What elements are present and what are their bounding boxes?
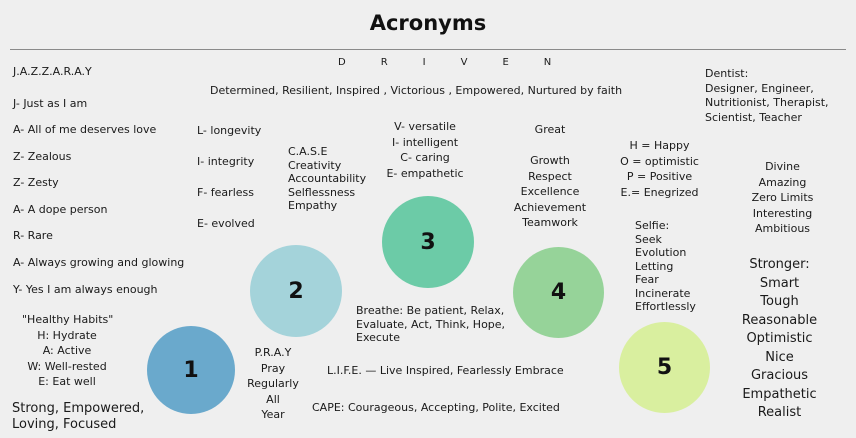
hope-item: O = optimistic <box>620 154 699 168</box>
step-circle-4 <box>513 247 604 338</box>
life-item: L- longevity <box>197 124 262 137</box>
jazzaray-list <box>13 64 184 303</box>
jazzaray-heading: J.A.Z.Z.A.R.A.Y <box>13 65 92 78</box>
selfie-item: Seek <box>635 232 662 246</box>
vice-item: V- versatile <box>394 120 456 133</box>
habits-item: H: Hydrate <box>37 328 97 342</box>
selfie-item: Effortlessly <box>635 300 696 313</box>
life-item: I- integrity <box>197 155 255 168</box>
step-circle-2 <box>250 245 342 337</box>
life-item: F- fearless <box>197 186 254 199</box>
driven-letter: E <box>502 57 510 68</box>
driven-letter: R <box>380 57 389 68</box>
breathe-item: Evaluate, Act, Think, Hope, <box>356 317 506 331</box>
jazzaray-item: A- A dope person <box>13 202 108 216</box>
driven-letter: D <box>338 57 347 68</box>
stronger-item: Nice <box>765 349 794 365</box>
stronger-item: Tough <box>760 294 799 309</box>
vice-item: I- intelligent <box>391 135 459 149</box>
great-item: Achievement <box>513 200 587 214</box>
case-item: Selflessness <box>288 185 356 199</box>
divine-item: Zero Limits <box>751 191 814 204</box>
jazzaray-item: Z- Zealous <box>13 149 72 163</box>
pray-item: Year <box>261 408 285 421</box>
driven-letter: I <box>422 57 427 68</box>
case-item: C.A.S.E <box>288 145 328 158</box>
dentist-item: Dentist: <box>705 67 749 80</box>
step-number: 4 <box>550 280 567 305</box>
jazzaray-item: Z- Zesty <box>13 176 59 190</box>
cape-line: CAPE: Courageous, Accepting, Polite, Excited <box>312 401 560 414</box>
vice-list <box>375 119 475 181</box>
step-circle-5 <box>619 322 710 413</box>
pray-item: P.R.A.Y <box>254 346 292 359</box>
dentist-item: Scientist, Teacher <box>705 110 802 124</box>
selfie-item: Incinerate <box>635 286 691 300</box>
driven-meaning: Determined, Resilient, Inspired , Victorious , Empowered, Nurtured by faith <box>210 84 623 97</box>
stronger-item: Smart <box>759 275 800 291</box>
breathe-item: Breathe: Be patient, Relax, <box>356 304 505 317</box>
habits-heading: "Healthy Habits" <box>22 313 114 326</box>
pray-item: Pray <box>260 361 286 375</box>
dentist-item: Designer, Engineer, <box>705 81 814 95</box>
jazzaray-item: R- Rare <box>13 229 53 243</box>
hope-item: E.= Enegrized <box>620 185 699 199</box>
life-line: L.I.F.E. — Live Inspired, Fearlessly Embrace <box>327 364 564 377</box>
divine-item: Interesting <box>752 206 813 220</box>
divine-list <box>735 159 830 237</box>
jazzaray-item: A- All of me deserves love <box>13 123 157 137</box>
stronger-item: Realist <box>757 405 802 420</box>
step-circle-1 <box>147 326 235 414</box>
step-circle-3 <box>382 196 474 288</box>
life-list <box>197 115 261 239</box>
step-number: 2 <box>288 278 304 304</box>
stronger-list <box>722 256 837 423</box>
life-item: E- evolved <box>197 217 255 230</box>
driven-letter: V <box>460 57 469 68</box>
strong-line <box>12 401 144 433</box>
selfie-item: Evolution <box>635 246 687 259</box>
hope-list <box>612 138 707 200</box>
dentist-list <box>705 67 829 125</box>
selfie-item: Letting <box>635 259 674 273</box>
divine-item: Ambitious <box>754 222 811 235</box>
great-list <box>500 122 600 231</box>
habits-item: E: Eat well <box>38 375 96 388</box>
great-item: Respect <box>528 169 572 183</box>
stronger-item: Optimistic <box>746 331 813 346</box>
title-divider <box>10 49 846 50</box>
divine-item: Divine <box>765 160 800 173</box>
page-title: Acronyms <box>369 11 487 35</box>
habits-item: A: Active <box>42 344 92 357</box>
jazzaray-item: Y- Yes I am always enough <box>13 282 158 296</box>
great-item: Growth <box>530 154 570 167</box>
case-item: Accountability <box>288 172 367 185</box>
stronger-item: Gracious <box>750 368 809 383</box>
case-list <box>288 145 366 213</box>
dentist-item: Nutritionist, Therapist, <box>705 96 829 109</box>
step-number: 5 <box>656 355 673 380</box>
driven-letters <box>338 57 586 68</box>
great-item: Excellence <box>520 185 580 198</box>
vice-item: C- caring <box>400 151 450 164</box>
hope-item: H = Happy <box>629 139 690 152</box>
stronger-item: Empathetic <box>742 386 817 402</box>
driven-letter: N <box>543 57 553 68</box>
strong-line-text: Strong, Empowered, <box>12 401 145 416</box>
divine-item: Amazing <box>758 175 807 189</box>
vice-item: E- empathetic <box>386 166 464 180</box>
pray-item: Regularly <box>247 377 299 390</box>
habits-item: W: Well-rested <box>27 359 107 373</box>
great-item: Teamwork <box>522 216 578 229</box>
breathe-item: Execute <box>356 331 400 344</box>
step-number: 3 <box>420 229 436 255</box>
pray-item: All <box>266 392 280 406</box>
case-item: Creativity <box>288 158 342 172</box>
selfie-list <box>635 219 696 314</box>
stronger-item: Reasonable <box>741 312 818 328</box>
stronger-item: Stronger: <box>749 257 810 272</box>
case-item: Empathy <box>288 199 338 212</box>
selfie-item: Selfie: <box>635 219 670 232</box>
jazzaray-item: A- Always growing and glowing <box>13 256 185 270</box>
breathe-list <box>356 304 505 345</box>
great-item: Great <box>534 123 566 136</box>
strong-line-text: Loving, Focused <box>12 417 117 432</box>
step-number: 1 <box>183 357 199 383</box>
pray-list <box>243 345 303 423</box>
selfie-item: Fear <box>635 273 659 286</box>
jazzaray-item: J- Just as I am <box>13 96 88 110</box>
hope-item: P = Positive <box>626 170 693 183</box>
great-item <box>500 138 600 154</box>
healthy-habits <box>22 312 112 390</box>
